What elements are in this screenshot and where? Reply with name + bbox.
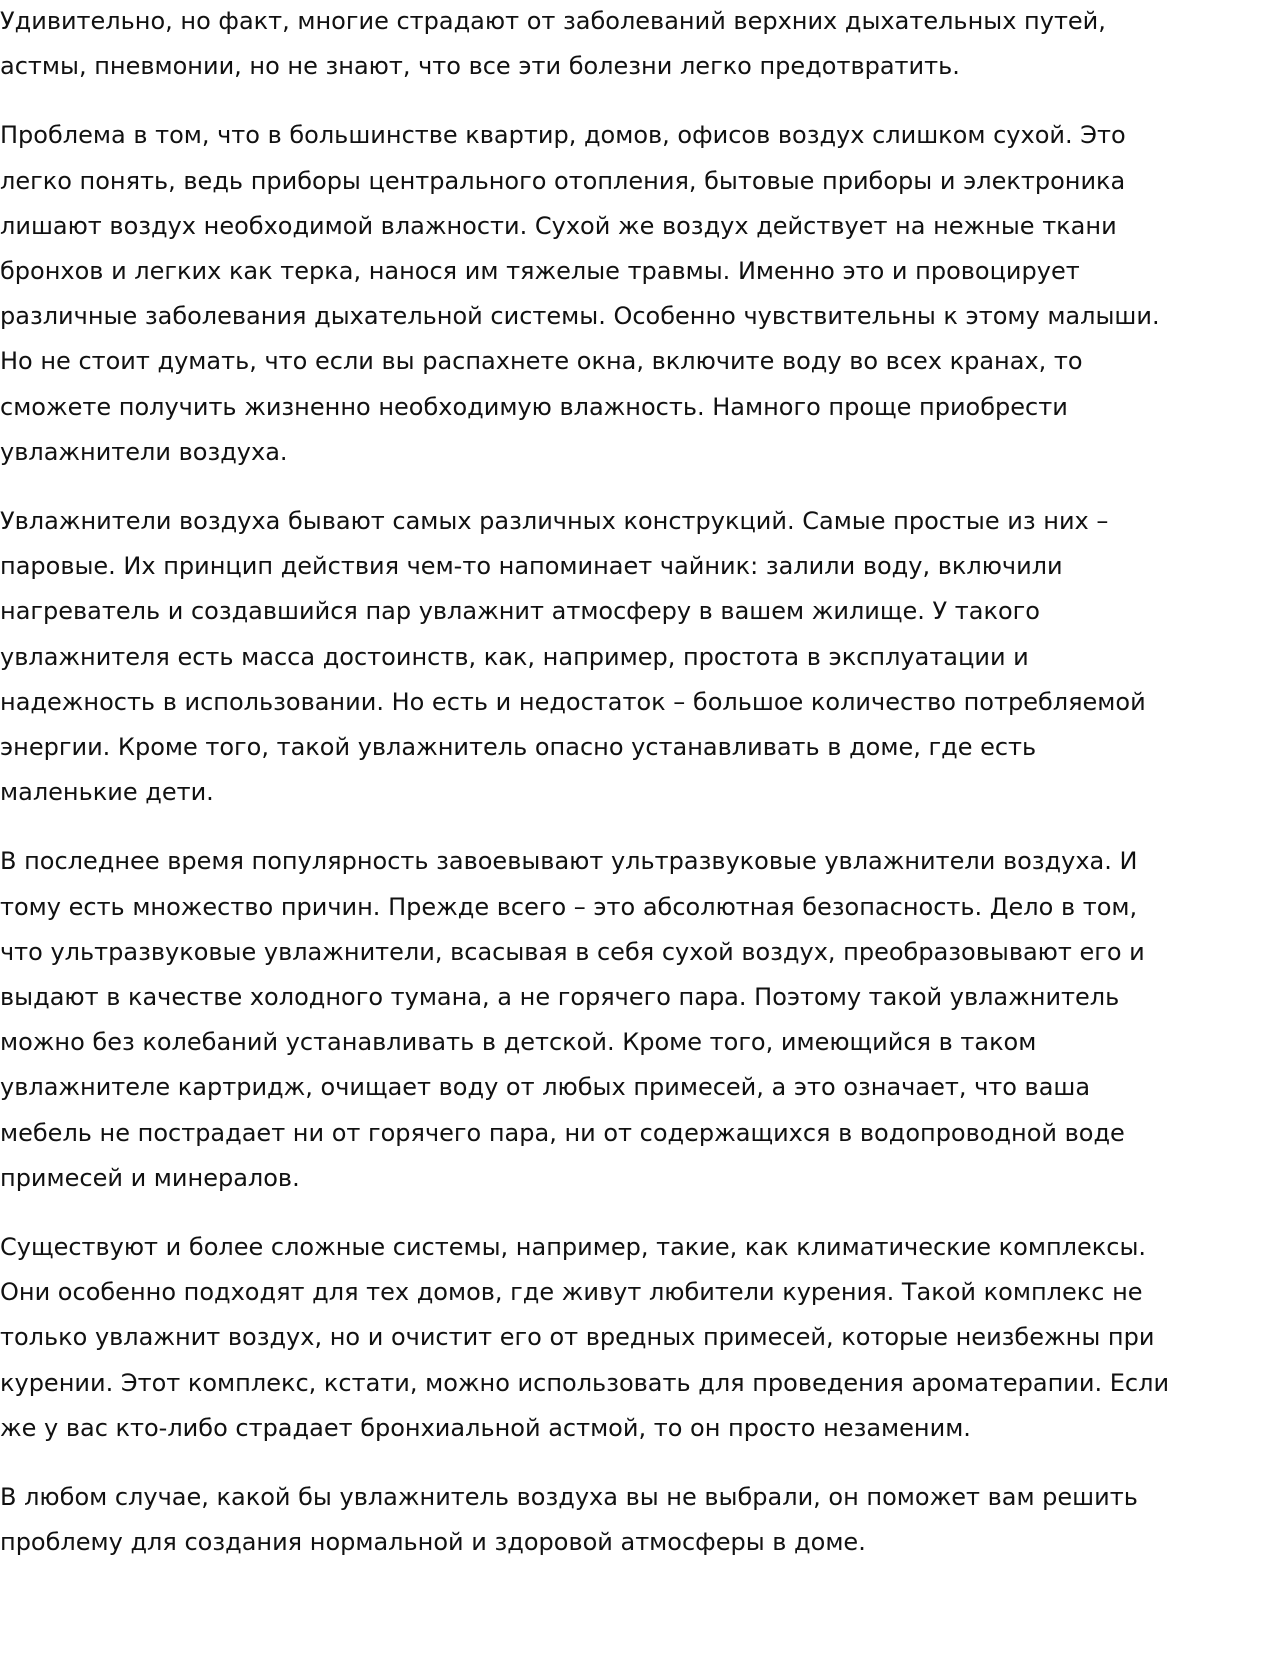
text-line: Существуют и более сложные системы, например, такие, как климатические комплексы. xyxy=(0,1233,1147,1262)
text-line: же у вас кто-либо страдает бронхиальной астмой, то он просто незаменим. xyxy=(0,1413,971,1442)
text-line: нагреватель и создавшийся пар увлажнит атмосферу в вашем жилище. У такого xyxy=(0,597,1040,626)
paragraph-conclusion xyxy=(0,1475,1270,1565)
paragraph-intro xyxy=(0,0,1270,89)
text-line: энергии. Кроме того, такой увлажнитель опасно устанавливать в доме, где есть xyxy=(0,733,1037,762)
text-line: астмы, пневмонии, но не знают, что все эти болезни легко предотвратить. xyxy=(0,52,960,81)
text-line: Они особенно подходят для тех домов, где живут любители курения. Такой комплекс не xyxy=(0,1278,1143,1307)
paragraph-ultrasonic-humidifiers xyxy=(0,839,1270,1201)
text-line: проблему для создания нормальной и здоровой атмосферы в доме. xyxy=(0,1528,866,1557)
text-line: В последнее время популярность завоевывают ультразвуковые увлажнители воздуха. И xyxy=(0,847,1138,876)
text-line: увлажнителя есть масса достоинств, как, например, простота в эксплуатации и xyxy=(0,642,1029,671)
text-line: Проблема в том, что в большинстве квартир, домов, офисов воздух слишком сухой. Это xyxy=(0,121,1126,150)
paragraph-climate-complexes xyxy=(0,1225,1270,1451)
text-line: паровые. Их принцип действия чем-то напоминает чайник: залили воду, включили xyxy=(0,552,1063,581)
text-line: легко понять, ведь приборы центрального отопления, бытовые приборы и электроника xyxy=(0,166,1126,195)
text-line: можно без колебаний устанавливать в детской. Кроме того, имеющийся в таком xyxy=(0,1028,1037,1057)
text-line: различные заболевания дыхательной системы. Особенно чувствительны к этому малыши. xyxy=(0,302,1160,331)
text-line: Увлажнители воздуха бывают самых различных конструкций. Самые простые из них – xyxy=(0,507,1109,536)
text-line: надежность в использовании. Но есть и недостаток – большое количество потребляемой xyxy=(0,687,1146,716)
text-line: выдают в качестве холодного тумана, а не горячего пара. Поэтому такой увлажнитель xyxy=(0,983,1120,1012)
text-line: курении. Этот комплекс, кстати, можно использовать для проведения ароматерапии. Если xyxy=(0,1368,1170,1397)
text-line: тому есть множество причин. Прежде всего – это абсолютная безопасность. Дело в том, xyxy=(0,892,1138,921)
text-line: В любом случае, какой бы увлажнитель воздуха вы не выбрали, он поможет вам решить xyxy=(0,1483,1138,1512)
text-line: Удивительно, но факт, многие страдают от заболеваний верхних дыхательных путей, xyxy=(0,7,1106,35)
text-line: маленькие дети. xyxy=(0,778,214,807)
text-line: бронхов и легких как терка, нанося им тяжелые травмы. Именно это и провоцирует xyxy=(0,257,1080,286)
text-line: увлажнители воздуха. xyxy=(0,437,288,466)
text-line: только увлажнит воздух, но и очистит его от вредных примесей, которые неизбежны при xyxy=(0,1323,1155,1352)
text-line: сможете получить жизненно необходимую влажность. Намного проще приобрести xyxy=(0,392,1068,421)
text-line: мебель не пострадает ни от горячего пара, ни от содержащихся в водопроводной воде xyxy=(0,1118,1125,1147)
text-line: примесей и минералов. xyxy=(0,1163,300,1192)
paragraph-problem xyxy=(0,113,1270,475)
text-line: лишают воздух необходимой влажности. Сухой же воздух действует на нежные ткани xyxy=(0,211,1117,240)
text-line: Но не стоит думать, что если вы распахнете окна, включите воду во всех кранах, то xyxy=(0,347,1083,376)
text-line: увлажнителе картридж, очищает воду от любых примесей, а это означает, что ваша xyxy=(0,1073,1091,1102)
text-line: что ультразвуковые увлажнители, всасывая в себя сухой воздух, преобразовывают его и xyxy=(0,937,1145,966)
paragraph-steam-humidifiers xyxy=(0,499,1270,815)
